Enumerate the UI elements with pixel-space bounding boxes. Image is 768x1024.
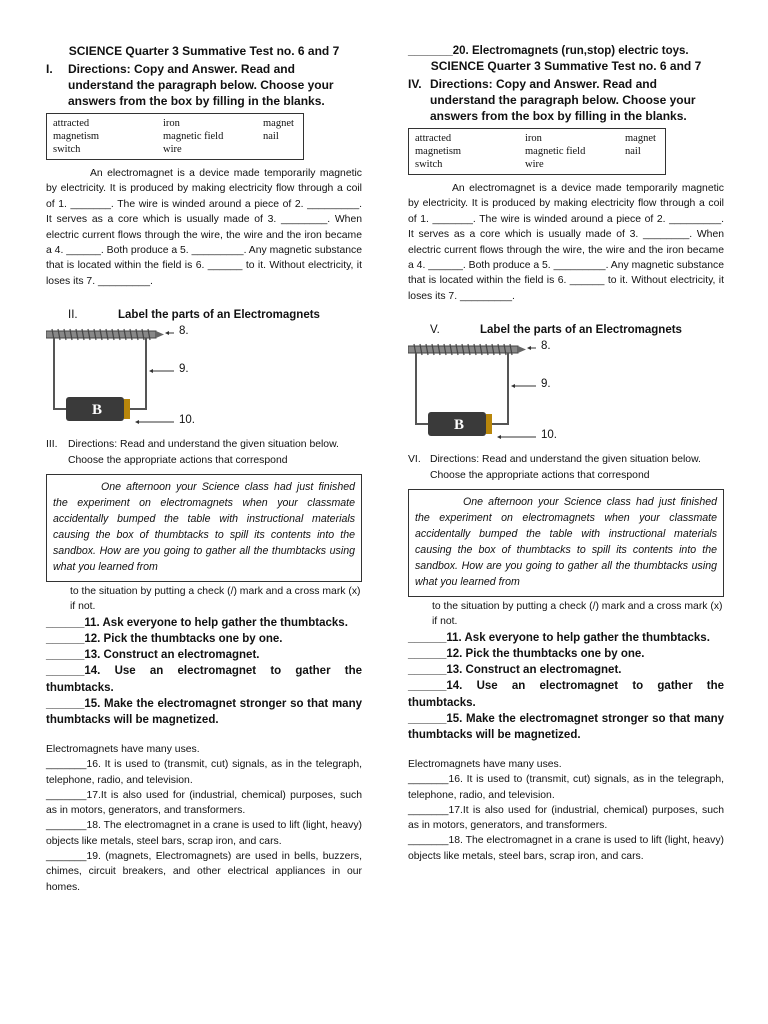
callout-8: 8. [541,340,551,353]
word-box-item: magnetism [53,131,100,142]
section-5-heading [408,324,724,336]
action-item: ______12. Pick the thumbtacks one by one. [46,633,283,646]
electromagnet-illustration [408,340,598,465]
fill-blank-paragraph: An electromagnet is a device made temporarily magnetic by electricity. It is produced by making electricity flow through a coil of 1. _______. The wire is winded around a piece of 2. _________. It serves as a core which is usually made of 3. ________. When electric current flows through the wire, the wire and the iron became a 4. ______. Both produce a 5. _________. Any magnetic substance that is located within the field is 6. ______ to it. Without electricity, it loses its 7. _________. [408,183,724,302]
item-20: _______20. Electromagnets (run,stop) electric toys. [408,45,689,57]
word-box-item: switch [53,144,81,155]
callout-9: 9. [541,378,551,391]
section-4-heading [408,76,724,124]
use-item: _______17.It is also used for (industrial, chemical) purposes, such as in motors, generators, and transformers. [46,789,362,817]
use-item: _______19. (magnets, Electromagnets) are used in bells, buzzers, chimes, circuit breakers, and other electrical appliances in our homes. [46,851,362,893]
use-item: _______18. The electromagnet in a crane is used to lift (light, heavy) objects like metals, steel bars, scrap iron, and cars. [46,820,362,847]
use-item: _______16. It is used to (transmit, cut) signals, as in the telegraph, telephone, radio, and television. [408,774,724,801]
section-1-heading [46,61,362,109]
electromagnet-illustration [46,325,236,450]
section-number: III. [46,439,58,451]
section-number: VI. [408,454,421,466]
section-text: Label the parts of an Electromagnets [118,309,320,322]
word-box-item: attracted [415,133,452,144]
word-box-item: magnetic field [525,146,586,157]
directions-continued: to the situation by putting a check (/) mark and a cross mark (x) if not. [432,601,723,628]
section-text: Directions: Copy and Answer. Read and understand the paragraph below. Choose your answers from the box by filling in the blanks. [68,62,334,108]
action-item: ______11. Ask everyone to help gather the thumbtacks. [408,631,710,644]
scenario-box: One afternoon your Science class had just finished the experiment on electromagnets when your classmate accidentally bumped the table with instructional materials causing the box of thumbtacks to spill its contents into the sandbox. How are you going to gather all the thumbtacks using what you learned from [408,489,724,597]
word-box-item: magnetic field [163,131,224,142]
section-text: Directions: Copy and Answer. Read and understand the paragraph below. Choose your answers from the box by filling in the blanks. [430,77,696,123]
right-column [408,44,724,864]
word-box [46,113,304,160]
use-item: _______16. It is used to (transmit, cut) signals, as in the telegraph, telephone, radio, and television. [46,759,362,786]
directions-continued: to the situation by putting a check (/) mark and a cross mark (x) if not. [70,586,361,613]
scenario-box: One afternoon your Science class had just finished the experiment on electromagnets when your classmate accidentally bumped the table with instructional materials causing the box of thumbtacks to spill its contents into the sandbox. How are you going to gather all the thumbtacks using what you learned from [46,474,362,582]
use-item: _______18. The electromagnet in a crane is used to lift (light, heavy) objects like metals, steel bars, scrap iron, and cars. [408,835,724,862]
action-item: ______13. Construct an electromagnet. [46,649,260,662]
word-box [408,128,666,175]
callout-10: 10. [179,414,195,427]
action-item: ______14. Use an electromagnet to gather the thumbtacks. [408,680,724,709]
action-item: ______12. Pick the thumbtacks one by one. [408,648,645,661]
callout-10: 10. [541,429,557,442]
action-item: ______15. Make the electromagnet stronger so that many thumbtacks will be magnetized. [46,697,362,727]
word-box-item: iron [525,133,542,144]
section-number: V. [430,324,440,337]
section-text: Label the parts of an Electromagnets [480,324,682,337]
test-title: SCIENCE Quarter 3 Summative Test no. 6 and 7 [68,44,340,58]
section-number: I. [46,62,53,76]
word-box-item: switch [415,159,443,170]
action-item: ______11. Ask everyone to help gather the thumbtacks. [46,616,348,629]
word-box-item: wire [163,144,182,155]
section-2-heading [46,309,362,321]
action-item: ______13. Construct an electromagnet. [408,664,622,677]
action-item: ______14. Use an electromagnet to gather the thumbtacks. [46,665,362,694]
word-box-item: nail [263,131,279,142]
callout-8: 8. [179,325,189,338]
fill-blank-paragraph: An electromagnet is a device made temporarily magnetic by electricity. It is produced by making electricity flow through a coil of 1. _______. The wire is winded around a piece of 2. _________. It serves as a core which is usually made of 3. ________. When electric current flows through the wire, the wire and the iron became a 4. ______. Both produce a 5. _________. Any magnetic substance that is located within the field is 6. ______ to it. Without electricity, it loses its 7. _________. [46,168,362,287]
section-number: IV. [408,77,422,91]
electromagnet-diagram [46,321,362,451]
section-text: Directions: Read and understand the given situation below. Choose the appropriate actions that correspond [430,454,701,481]
word-box-item: nail [625,146,641,157]
uses-heading: Electromagnets have many uses. [408,759,562,771]
section-number: II. [68,309,78,322]
electromagnet-diagram [408,336,724,466]
use-item: _______17.It is also used for (industrial, chemical) purposes, such as in motors, generators, and transformers. [408,804,724,832]
test-title: SCIENCE Quarter 3 Summative Test no. 6 and 7 [430,59,702,73]
section-text: Directions: Read and understand the given situation below. Choose the appropriate actions that correspond [68,439,339,466]
action-item: ______15. Make the electromagnet stronger so that many thumbtacks will be magnetized. [408,712,724,742]
word-box-item: magnet [263,118,294,129]
word-box-item: magnetism [415,146,462,157]
word-box-item: magnet [625,133,656,144]
word-box-item: iron [163,118,180,129]
svg-text:B: B [91,402,103,419]
callout-9: 9. [179,363,189,376]
uses-heading: Electromagnets have many uses. [46,744,200,756]
left-column [46,44,362,895]
word-box-item: wire [525,159,544,170]
svg-text:B: B [453,417,465,434]
word-box-item: attracted [53,118,90,129]
